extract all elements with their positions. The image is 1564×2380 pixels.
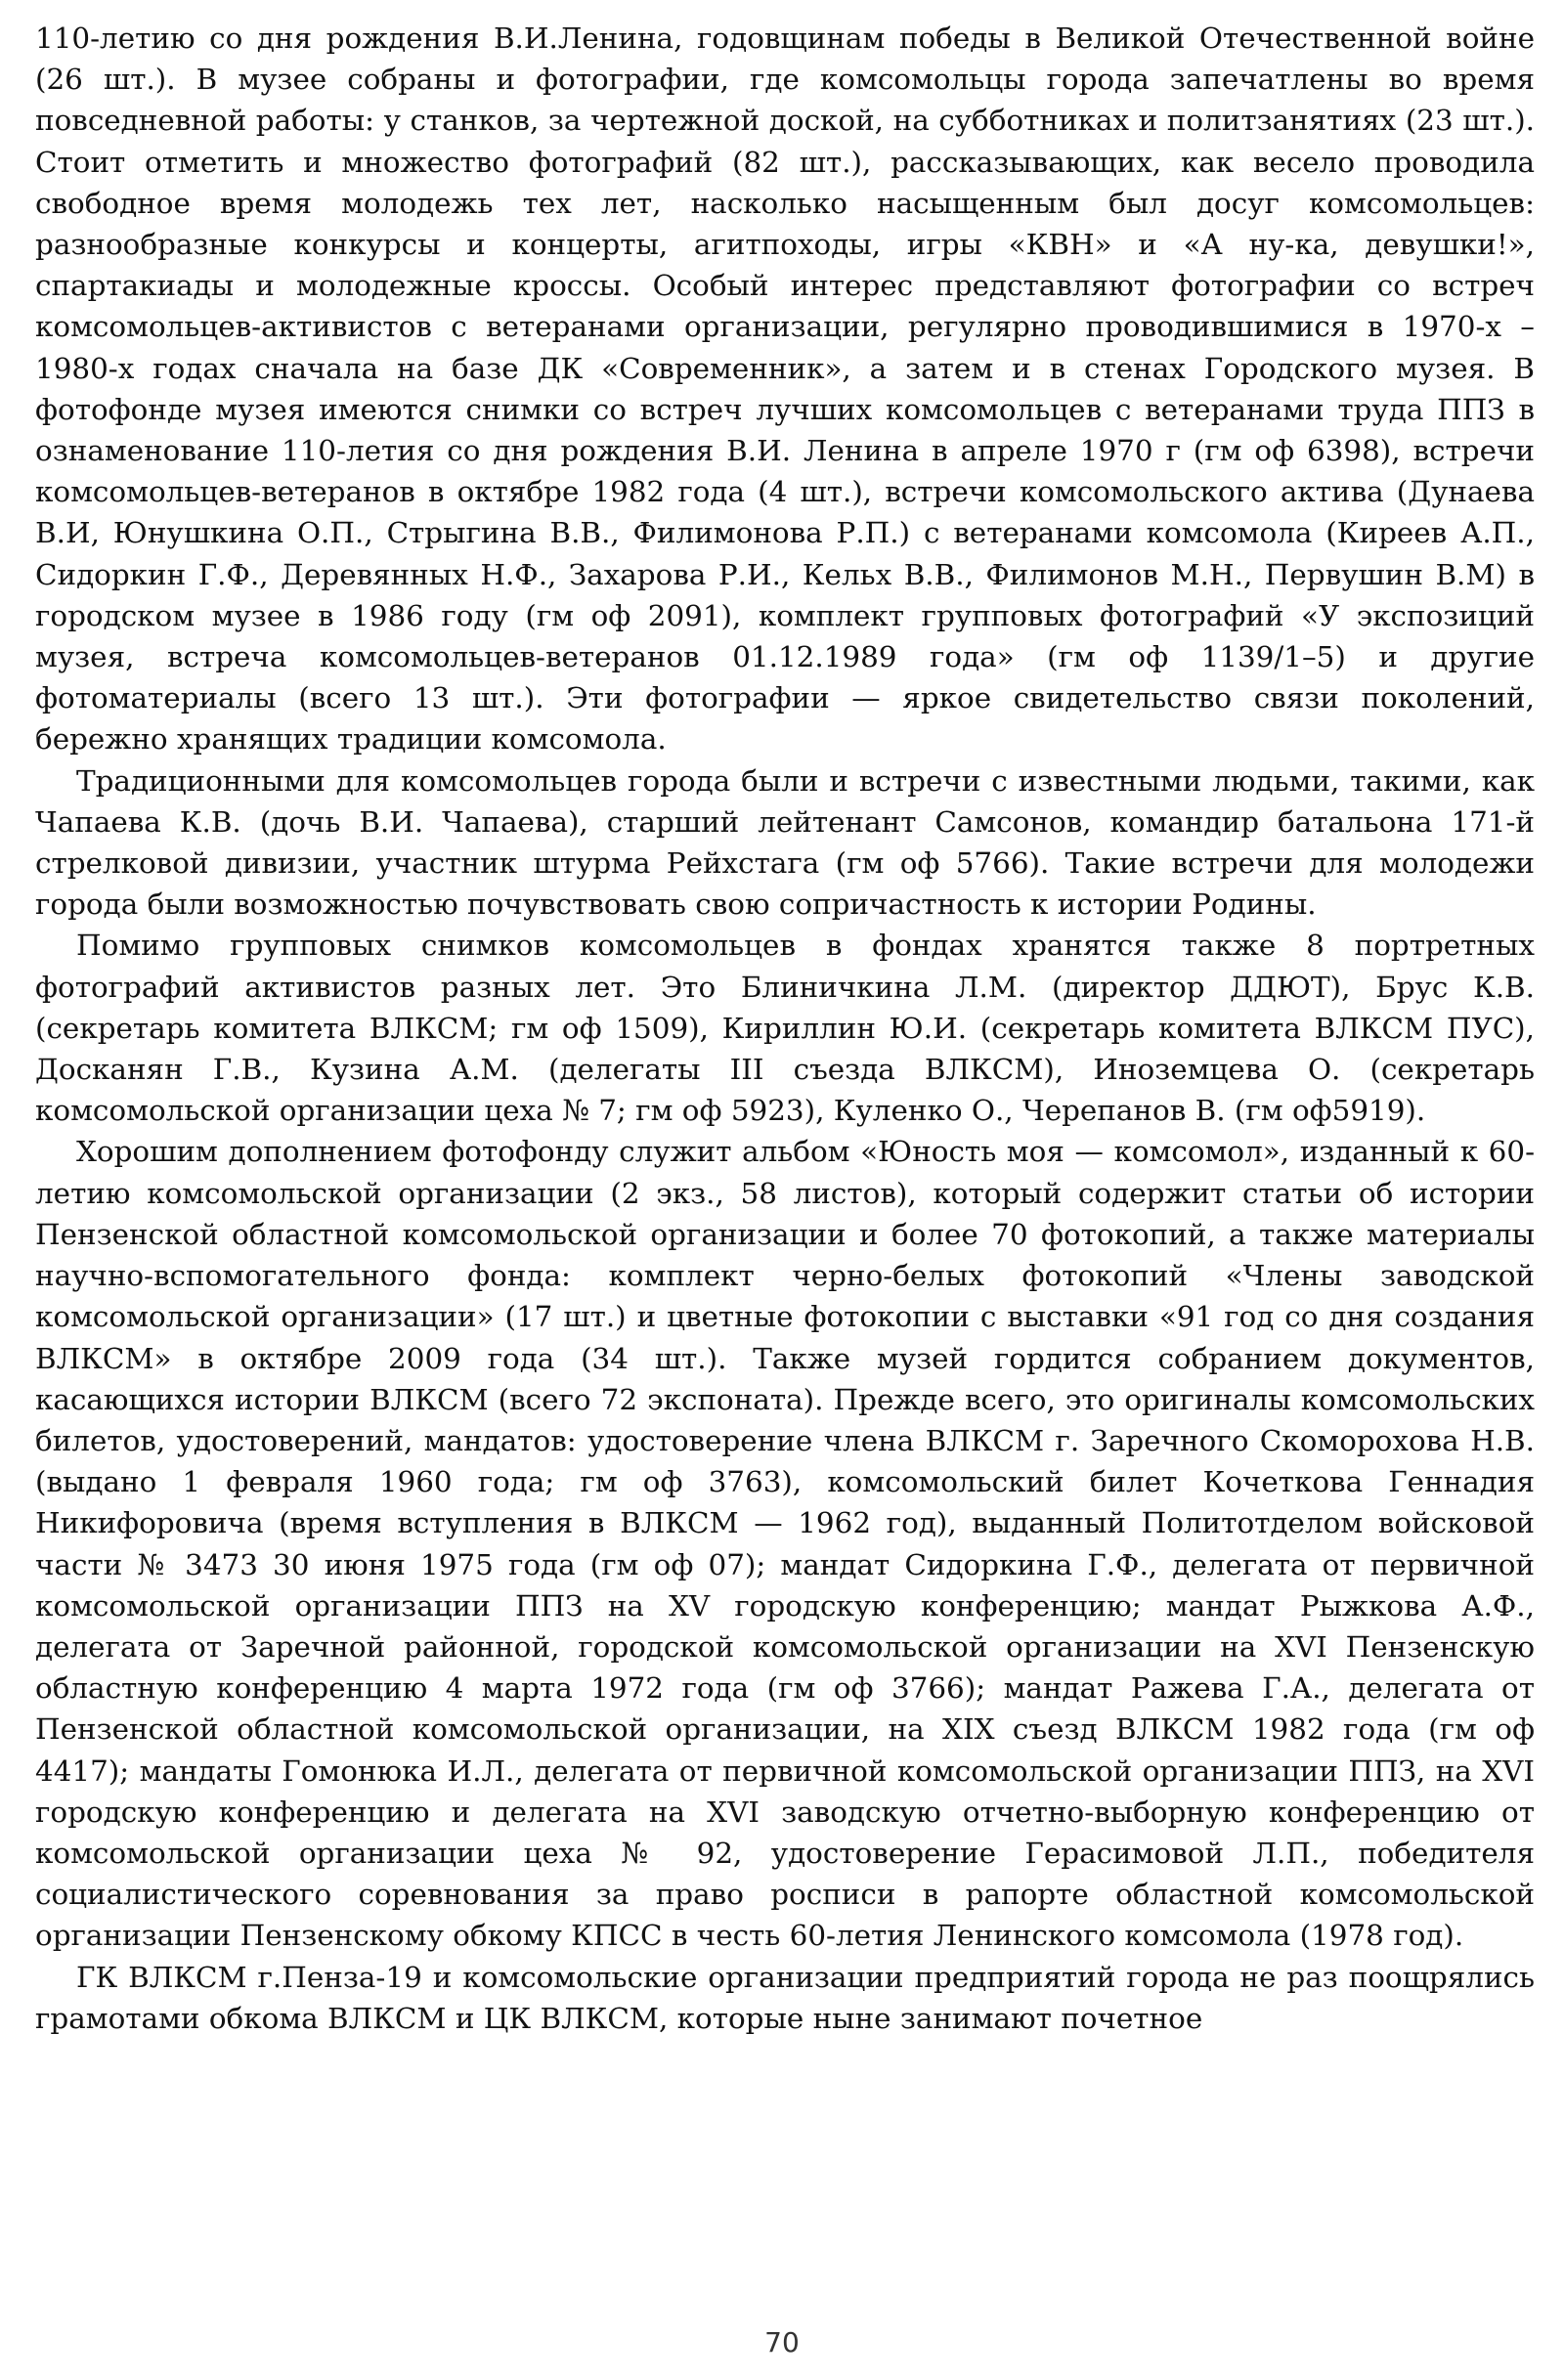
page-number: 70 (764, 2326, 800, 2358)
paragraph-2: Традиционными для комсомольцев города были и встречи с известными людьми, такими, как Чапаева К.В. (дочь В.И. Чапаева), старший лейтенант Самсонов, командир батальона 171-й стрелковой дивизии, участник штурма Рейхстага (гм оф 5766). Такие встречи для молодежи города были возможностью почувствовать свою сопричастность к истории Родины. (35, 763, 1535, 922)
paragraph-1: 110-летию со дня рождения В.И.Ленина, годовщинам победы в Великой Отечественной войне (26 шт.). В музее собраны и фотографии, где комсомольцы города запечатлены во время повседневной работы: у станков, за чертежной доской, на субботниках и политзанятиях (23 шт.). Стоит отметить и множество фотографий (82 шт.), рассказывающих, как весело проводила свободное время молодежь тех лет, насколько насыщенным был досуг комсомольцев: разнообразные конкурсы и концерты, агитпоходы, игры «КВН» и «А ну-ка, девушки!», спартакиады и молодежные кроссы. Особый интерес представляют фотографии со встреч комсомольцев-активистов с ветеранами организации, регулярно проводившимися в 1970-х – 1980-х годах сначала на базе ДК «Современник», а затем и в стенах Городского музея. В фотофонде музея имеются снимки со встреч лучших комсомольцев с ветеранами труда ППЗ в ознаменование 110-летия со дня рождения В.И. Ленина в апреле 1970 г (гм оф 6398), встречи комсомольцев-ветеранов в октябре 1982 года (4 шт.), встречи комсомольского актива (Дунаева В.И, Юнушкина О.П., Стрыгина В.В., Филимонова Р.П.) с ветеранами комсомола (Киреев А.П., Сидоркин Г.Ф., Деревянных Н.Ф., Захарова Р.И., Кельх В.В., Филимонов М.Н., Первушин В.М) в городском музее в 1986 году (гм оф 2091), комплект групповых фотографий «У экспозиций музея, встреча комсомольцев-ветеранов 01.12.1989 года» (гм оф 1139/1–5) и другие фотоматериалы (всего 13 шт.). Эти фотографии — яркое свидетельство связи поколений, бережно хранящих традиции комсомола. (35, 22, 1535, 757)
paragraph-4: Хорошим дополнением фотофонду служит альбом «Юность моя — комсомол», изданный к 60-летию комсомольской организации (2 экз., 58 листов), который содержит статьи об истории Пензенской областной комсомольской организации и более 70 фотокопий, а также материалы научно-вспомогательного фонда: комплект черно-белых фотокопий «Члены заводской комсомольской организации» (17 шт.) и цветные фотокопии с выставки «91 год со дня создания ВЛКСМ» в октябре 2009 года (34 шт.). Также музей гордится собранием документов, касающихся истории ВЛКСМ (всего 72 экспоната). Прежде всего, это оригиналы комсомольских билетов, удостоверений, мандатов: удостоверение члена ВЛКСМ г. Заречного Скоморохова Н.В. (выдано 1 февраля 1960 года; гм оф 3763), комсомольский билет Кочеткова Геннадия Никифоровича (время вступления в ВЛКСМ — 1962 год), выданный Политотделом войсковой части № 3473 30 июня 1975 года (гм оф 07); мандат Сидоркина Г.Ф., делегата от первичной комсомольской организации ППЗ на XV городскую конференцию; мандат Рыжкова А.Ф., делегата от Заречной районной, городской комсомольской организации на XVI Пензенскую областную конференцию 4 марта 1972 года (гм оф 3766); мандат Ражева Г.А., делегата от Пензенской областной комсомольской организации, на XIX съезд ВЛКСМ 1982 года (гм оф 4417); мандаты Гомонюка И.Л., делегата от первичной комсомольской организации ППЗ, на XVI городскую конференцию и делегата на XVI заводскую отчетно-выборную конференцию от комсомольской организации цеха № 92, удостоверение Герасимовой Л.П., победителя социалистического соревнования за право росписи в рапорте областной комсомольской организации Пензенскому обкому КПСС в честь 60-летия Ленинского комсомола (1978 год). (35, 1135, 1535, 1953)
paragraph-5: ГК ВЛКСМ г.Пенза-19 и комсомольские организации предприятий города не раз поощрялись грамотами обкома ВЛКСМ и ЦК ВЛКСМ, которые ныне занимают почетное (35, 1960, 1535, 2035)
paragraph-3: Помимо групповых снимков комсомольцев в фондах хранятся также 8 портретных фотографий активистов разных лет. Это Блиничкина Л.М. (директор ДДЮТ), Брус К.В. (секретарь комитета ВЛКСМ; гм оф 1509), Кириллин Ю.И. (секретарь комитета ВЛКСМ ПУС), Досканян Г.В., Кузина А.М. (делегаты III съезда ВЛКСМ), Иноземцева О. (секретарь комсомольской организации цеха № 7; гм оф 5923), Куленко О., Черепанов В. (гм оф5919). (35, 929, 1535, 1128)
document-page (35, 18, 1535, 2039)
